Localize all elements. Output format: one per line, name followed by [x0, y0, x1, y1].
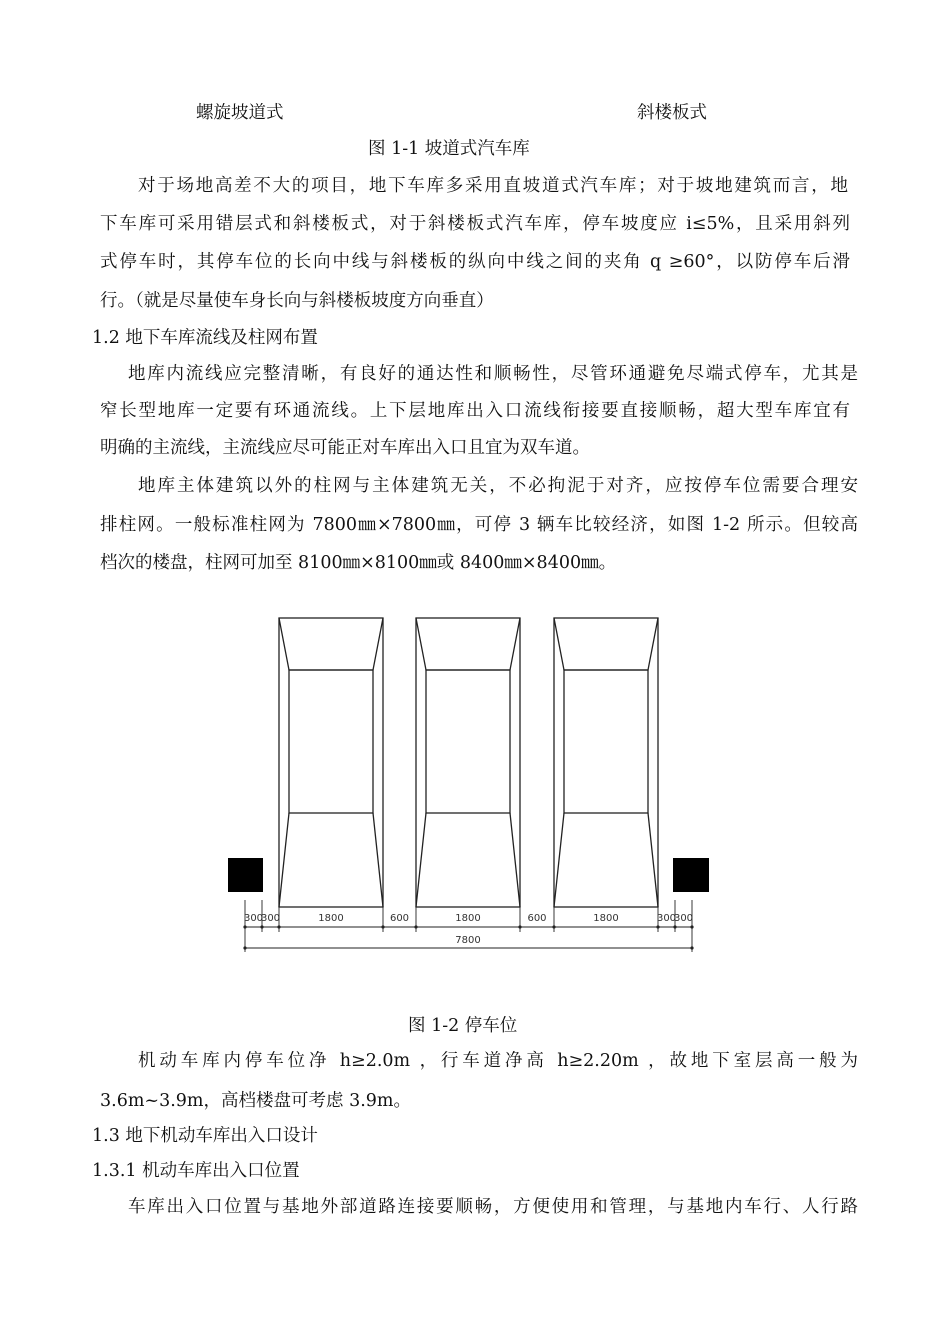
dim-label-total: 7800 [455, 935, 481, 946]
paragraph-1-line-1: 对于场地高差不大的项目，地下车库多采用直坡道式汽车库；对于坡地建筑而言，地 [138, 176, 848, 196]
dim-label-8: 300 [656, 913, 677, 924]
parking-stall-1 [279, 618, 383, 907]
paragraph-2-line-3: 明确的主流线，主流线应尽可能正对车库出入口且宜为双车道。 [100, 438, 590, 458]
paragraph-3-line-1: 地库主体建筑以外的柱网与主体建筑无关，不必拘泥于对齐，应按停车位需要合理安 [138, 476, 858, 496]
column-right [673, 858, 709, 892]
parking-stall-diagram [0, 600, 950, 970]
dim-label-5: 1800 [455, 913, 481, 924]
paragraph-2-line-1: 地库内流线应完整清晰，有良好的通达性和顺畅性，尽管环通避免尽端式停车，尤其是 [128, 364, 858, 384]
dim-label-4: 600 [389, 913, 410, 924]
dim-label-3: 1800 [318, 913, 344, 924]
caption-sloped-floor: 斜楼板式 [637, 103, 707, 123]
caption-spiral-ramp: 螺旋坡道式 [196, 103, 284, 123]
dim-label-9: 300 [673, 913, 694, 924]
figure-1-1-caption: 图 1-1 坡道式汽车库 [368, 139, 530, 159]
dim-label-7: 1800 [593, 913, 619, 924]
parking-stall-3 [554, 618, 658, 907]
paragraph-1-line-3: 式停车时，其停车位的长向中线与斜楼板的纵向中线之间的夹角 q ≥60°，以防停车后滑 [100, 252, 850, 272]
heading-1-2: 1.2 地下车库流线及柱网布置 [92, 328, 318, 348]
paragraph-4-line-2: 3.6m~3.9m，高档楼盘可考虑 3.9m。 [100, 1091, 412, 1111]
paragraph-1-line-2: 下车库可采用错层式和斜楼板式，对于斜楼板式汽车库，停车坡度应 i≤5%，且采用斜列 [100, 214, 850, 234]
dim-label-6: 600 [527, 913, 547, 924]
column-left [228, 858, 263, 892]
paragraph-2-line-2: 窄长型地库一定要有环通流线。上下层地库出入口流线衔接要直接顺畅，超大型车库宜有 [100, 401, 850, 421]
parking-stall-2 [416, 618, 520, 907]
heading-1-3: 1.3 地下机动车库出入口设计 [92, 1126, 318, 1146]
paragraph-3-line-2: 排柱网。一般标准柱网为 7800㎜×7800㎜，可停 3 辆车比较经济，如图 1-2 所示。但较高 [100, 515, 858, 535]
paragraph-4-line-1: 机动车库内停车位净 h≥2.0m ，行车道净高 h≥2.20m ，故地下室层高一般为 [138, 1051, 858, 1071]
dim-label-1: 300 [243, 913, 264, 924]
heading-1-3-1: 1.3.1 机动车库出入口位置 [92, 1161, 300, 1181]
paragraph-1-line-4: 行。（就是尽量使车身长向与斜楼板坡度方向垂直） [100, 291, 494, 311]
paragraph-3-line-3: 档次的楼盘，柱网可加至 8100㎜×8100㎜或 8400㎜×8400㎜。 [100, 553, 617, 573]
dim-label-2: 300 [260, 913, 281, 924]
figure-1-2-caption: 图 1-2 停车位 [408, 1016, 518, 1036]
paragraph-5-line-1: 车库出入口位置与基地外部道路连接要顺畅，方便使用和管理，与基地内车行、人行路 [128, 1197, 858, 1217]
